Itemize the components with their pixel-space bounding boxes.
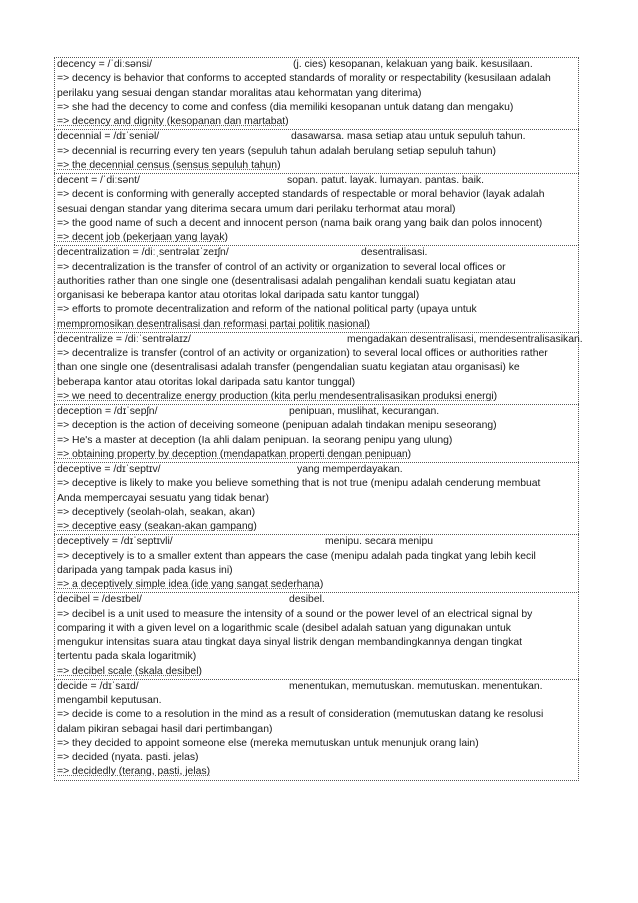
- entry-meaning: penipuan, muslihat, kecurangan.: [289, 406, 440, 417]
- entry-headline: [57, 535, 576, 549]
- entry-headword: decency = /ˈdiːsənsi/: [57, 59, 153, 70]
- entry-text-line: => decidedly (terang, pasti, jelas): [57, 766, 211, 778]
- entry-text-line: => she had the decency to come and confess (dia memiliki kesopanan untuk datang dan mengaku): [57, 101, 514, 113]
- dictionary-entry: [54, 57, 579, 129]
- dictionary-entry: [54, 173, 579, 245]
- entry-text-line: daripada yang tampak pada kasus ini): [57, 564, 233, 576]
- entry-text-line: => efforts to promote decentralization and reform of the national political party (upaya untuk: [57, 304, 477, 316]
- entry-text-line: perilaku yang sesuai dengan standar moralitas atau kehormatan yang diterima): [57, 87, 422, 99]
- entry-headline: [57, 680, 576, 694]
- entry-headline: [57, 130, 576, 144]
- entry-text-line: authorities rather than one single one (desentralisasi adalah pengalihan kendali suatu kegiatan atau: [57, 275, 516, 287]
- entry-text-line: organisasi ke beberapa kantor atau otoritas lokal daripada satu kantor tunggal): [57, 290, 420, 301]
- entry-text-line: mengukur intensitas suara atau tingkat daya sinyal listrik dengan membandingkannya dengan tingkat: [57, 637, 522, 648]
- dictionary-entry: [54, 245, 579, 332]
- entry-text-line: mengambil keputusan.: [57, 695, 162, 706]
- entry-text-line: => deception is the action of deceiving someone (penipuan adalah tindakan menipu seseorang): [57, 420, 497, 432]
- entry-headword: deceptively = /dɪˈseptɪvli/: [57, 536, 173, 548]
- entry-text-line: tertentu pada skala logaritmik): [57, 651, 197, 663]
- entry-headline: [57, 246, 576, 260]
- dictionary-page: [54, 57, 583, 781]
- entry-text-line: than one single one (desentralisasi adalah transfer (pengendalian suatu kegiatan atau organisasi) ke: [57, 362, 520, 374]
- entry-text-line: => deceptive easy (seakan-akan gampang): [57, 521, 257, 532]
- entry-text-line: sesuai dengan standar yang diterima secara umum dari perilaku terhormat atau moral): [57, 203, 456, 215]
- entry-text-line: comparing it with a given level on a logarithmic scale (desibel adalah satuan yang digunakan untuk: [57, 622, 512, 634]
- entry-headline: [57, 174, 576, 188]
- dictionary-entry: [54, 129, 579, 173]
- entry-text-line: => decided (nyata. pasti. jelas): [57, 752, 199, 763]
- dictionary-entry: [54, 332, 583, 404]
- dictionary-entry: [54, 679, 579, 781]
- entry-headword: deceptive = /dɪˈseptɪv/: [57, 464, 161, 475]
- entry-headword: decennial = /dɪˈseniəl/: [57, 131, 160, 143]
- entry-text-line: => decibel scale (skala desibel): [57, 665, 202, 677]
- entry-text-line: => decent job (pekerjaan yang layak): [57, 232, 228, 243]
- entry-meaning: desentralisasi.: [361, 247, 428, 259]
- entry-meaning: menentukan, memutuskan. memutuskan. menentukan.: [289, 680, 543, 692]
- entry-headword: decentralization = /diːˌsentrəlaɪˈzeɪʃn/: [57, 247, 229, 259]
- dictionary-entry: [54, 592, 579, 679]
- entry-text-line: mempromosikan desentralisasi dan reformasi partai politik nasional): [57, 318, 371, 330]
- entry-headword: decide = /dɪˈsaɪd/: [57, 680, 139, 692]
- entry-headword: decent = /ˈdiːsənt/: [57, 175, 140, 186]
- entry-meaning: yang memperdayakan.: [297, 464, 403, 475]
- entry-meaning: desibel.: [289, 594, 325, 606]
- entry-text-line: => decentralize is transfer (control of an activity or organization) to several local offices or authorities rather: [57, 348, 548, 359]
- dictionary-entry: [54, 534, 579, 592]
- entry-headword: deception = /dɪˈsepʃn/: [57, 406, 158, 417]
- entry-text-line: => the decennial census (sensus sepuluh tahun): [57, 159, 281, 171]
- entry-text-line: => we need to decentralize energy production (kita perlu mendesentralisasikan produksi energi): [57, 390, 498, 402]
- entry-text-line: => they decided to appoint someone else (mereka memutuskan untuk menunjuk orang lain): [57, 737, 479, 749]
- entry-text-line: => decide is come to a resolution in the mind as a result of consideration (memutuskan datang ke resolusi: [57, 709, 544, 721]
- entry-meaning: dasawarsa. masa setiap atau untuk sepuluh tahun.: [291, 131, 526, 143]
- entry-meaning: menipu. secara menipu: [325, 536, 434, 548]
- entry-text-line: => deceptively is to a smaller extent than appears the case (menipu adalah pada tingkat yang lebih kecil: [57, 550, 536, 562]
- entry-text-line: => decennial is recurring every ten years (sepuluh tahun adalah berulang setiap sepuluh tahun): [57, 145, 497, 157]
- entry-text-line: => decency and dignity (kesopanan dan martabat): [57, 116, 289, 127]
- entry-text-line: => decent is conforming with generally accepted standards of respectable or moral behavior (layak adalah: [57, 189, 545, 201]
- entry-text-line: => deceptively (seolah-olah, seakan, akan): [57, 506, 256, 518]
- dictionary-entry: [54, 404, 579, 462]
- entry-meaning: (j. cies) kesopanan, kelakuan yang baik. kesusilaan.: [293, 59, 533, 70]
- entry-headline: [57, 58, 576, 72]
- entry-headline: [57, 405, 576, 419]
- entry-text-line: => obtaining property by deception (mendapatkan properti dengan penipuan): [57, 448, 412, 460]
- entry-headline: [57, 333, 583, 347]
- entry-headline: [57, 463, 576, 477]
- entry-text-line: => decibel is a unit used to measure the intensity of a sound or the power level of an electrical signal by: [57, 608, 533, 620]
- entry-text-line: Anda mempercayai sesuatu yang tidak benar): [57, 492, 269, 504]
- entry-headword: decentralize = /diːˈsentrəlaɪz/: [57, 333, 191, 345]
- entry-text-line: beberapa kantor atau otoritas lokal daripada satu kantor tunggal): [57, 376, 356, 388]
- entry-meaning: sopan. patut. layak. lumayan. pantas. baik.: [287, 175, 484, 186]
- entry-text-line: => He's a master at deception (Ia ahli dalam penipuan. Ia seorang penipu yang ulung): [57, 434, 453, 446]
- entry-text-line: => decency is behavior that conforms to accepted standards of morality or respectability (kesusilaan adalah: [57, 73, 551, 85]
- entry-text-line: => deceptive is likely to make you believe something that is not true (menipu adalah cenderung membuat: [57, 478, 541, 490]
- entry-text-line: dalam pikiran sebagai hasil dari pertimbangan): [57, 723, 273, 735]
- entry-text-line: => a deceptively simple idea (ide yang sangat sederhana): [57, 579, 324, 590]
- entry-text-line: => the good name of such a decent and innocent person (nama baik orang yang baik dan polos innocent): [57, 217, 543, 229]
- entry-headline: [57, 593, 576, 607]
- entry-text-line: => decentralization is the transfer of control of an activity or organization to several local offices or: [57, 261, 506, 273]
- entry-meaning: mengadakan desentralisasi, mendesentralisasikan.: [347, 333, 583, 345]
- dictionary-entry: [54, 462, 579, 534]
- entry-headword: decibel = /desɪbel/: [57, 594, 142, 606]
